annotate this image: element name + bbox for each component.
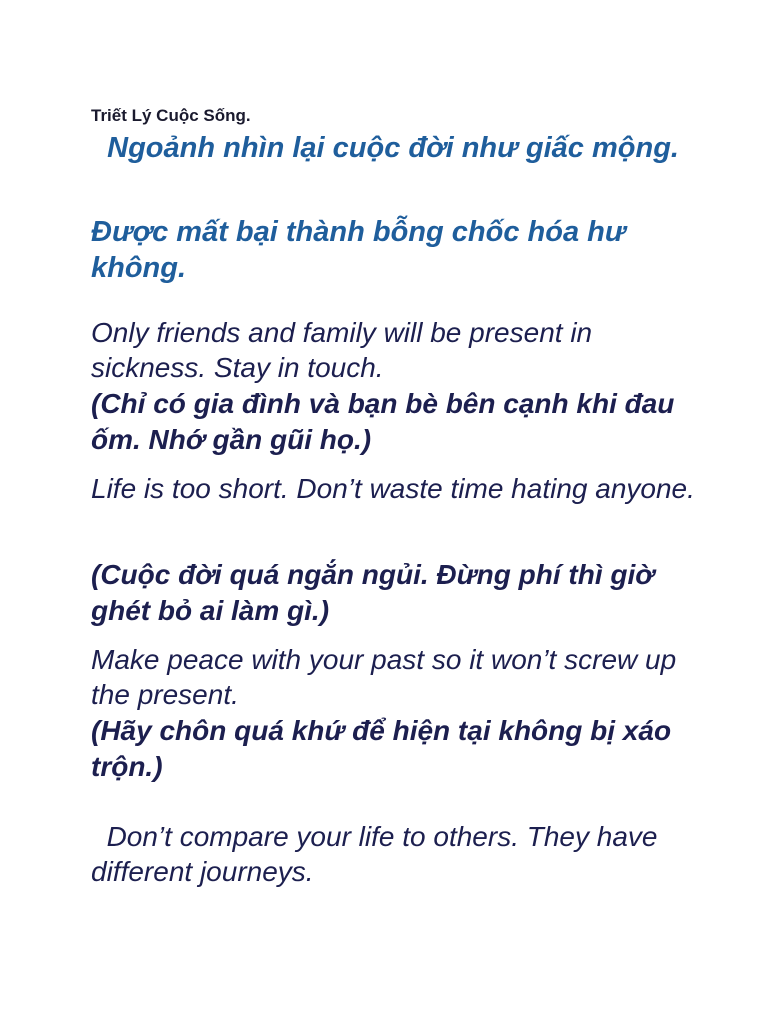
quote-4-english: Don’t compare your life to others. They have different journeys. [91, 821, 666, 887]
quote-1-vietnamese: (Chỉ có gia đình và bạn bè bên cạnh khi đau ốm. Nhớ gần gũi họ.) [91, 388, 675, 455]
verse-line-2: Được mất bại thành bỗng chốc hóa hư không. [91, 216, 626, 284]
document-title: Triết Lý Cuộc Sống. [91, 106, 251, 125]
verse-line-1: Ngoảnh nhìn lại cuộc đời như giấc mộng. [91, 132, 679, 164]
quote-2-english: Life is too short. Don’t waste time hating anyone. [91, 473, 695, 504]
quote-3-english: Make peace with your past so it won’t screw up the present. [91, 644, 677, 710]
quote-1-english: Only friends and family will be present in sickness. Stay in touch. [91, 317, 593, 383]
quote-3-vietnamese: (Hãy chôn quá khứ để hiện tại không bị xáo trộn.) [91, 715, 672, 782]
quote-2-vietnamese: (Cuộc đời quá ngắn ngủi. Đừng phí thì giờ ghét bỏ ai làm gì.) [91, 559, 655, 626]
